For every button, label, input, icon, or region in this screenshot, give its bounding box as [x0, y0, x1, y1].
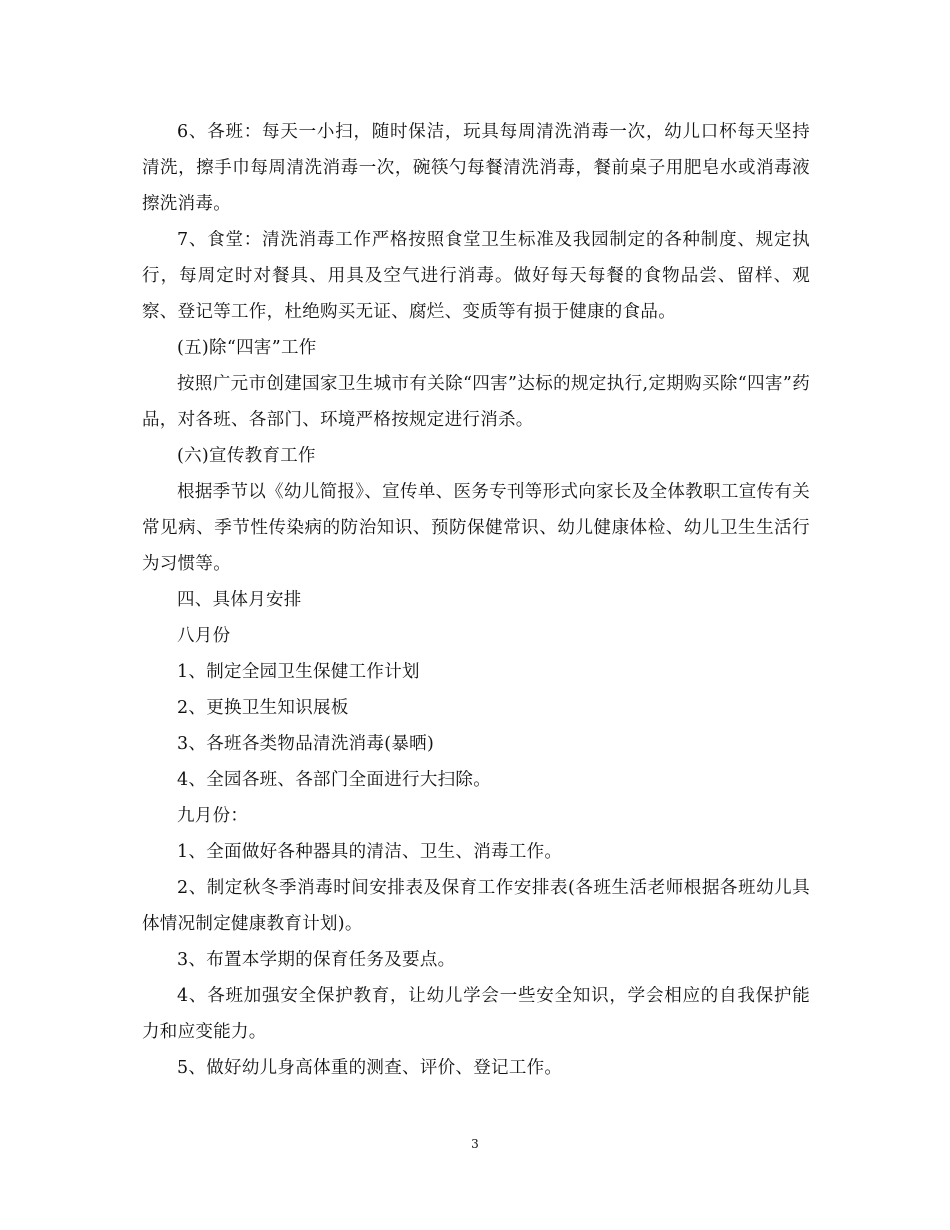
list-item: 3、各班各类物品清洗消毒(暴晒) [177, 734, 435, 754]
document-body [142, 114, 810, 1086]
page-number: 3 [471, 1137, 479, 1151]
section-heading-four-pests: (五)除“四害”工作 [177, 338, 317, 358]
list-item: 4、各班加强安全保护教育，让幼儿学会一些安全知识，学会相应的自我保护能力和应变能力。 [142, 986, 810, 1042]
paragraph-four-pests: 按照广元市创建国家卫生城市有关除“四害”达标的规定执行,定期购买除“四害”药品，对各班、各部门、环境严格按规定进行消杀。 [142, 374, 810, 430]
list-item: 5、做好幼儿身高体重的测查、评价、登记工作。 [177, 1058, 563, 1078]
list-item: 2、更换卫生知识展板 [177, 698, 349, 718]
list-item: 1、制定全园卫生保健工作计划 [177, 662, 420, 682]
paragraph-class-cleaning: 6、各班：每天一小扫，随时保洁，玩具每周清洗消毒一次，幼儿口杯每天坚持清洗，擦手巾每周清洗消毒一次，碗筷勺每餐清洗消毒，餐前桌子用肥皂水或消毒液擦洗消毒。 [142, 122, 810, 214]
list-item: 4、全园各班、各部门全面进行大扫除。 [177, 770, 492, 790]
section-heading-education: (六)宣传教育工作 [177, 446, 316, 466]
month-heading-august: 八月份 [177, 626, 231, 646]
month-heading-september: 九月份： [177, 806, 249, 826]
paragraph-education: 根据季节以《幼儿简报》、宣传单、医务专刊等形式向家长及全体教职工宣传有关常见病、季节性传染病的防治知识、预防保健常识、幼儿健康体检、幼儿卫生生活行为习惯等。 [142, 482, 810, 574]
list-item: 3、布置本学期的保育任务及要点。 [177, 950, 456, 970]
paragraph-canteen: 7、食堂：清洗消毒工作严格按照食堂卫生标准及我园制定的各种制度、规定执行，每周定时对餐具、用具及空气进行消毒。做好每天每餐的食物品尝、留样、观察、登记等工作，杜绝购买无证、腐烂、变质等有损于健康的食品。 [142, 230, 810, 322]
list-item: 2、制定秋冬季消毒时间安排表及保育工作安排表(各班生活老师根据各班幼儿具体情况制定健康教育计划)。 [142, 878, 810, 934]
list-item: 1、全面做好各种器具的清洁、卫生、消毒工作。 [177, 842, 563, 862]
section-heading-monthly-plan: 四、具体月安排 [177, 590, 302, 610]
